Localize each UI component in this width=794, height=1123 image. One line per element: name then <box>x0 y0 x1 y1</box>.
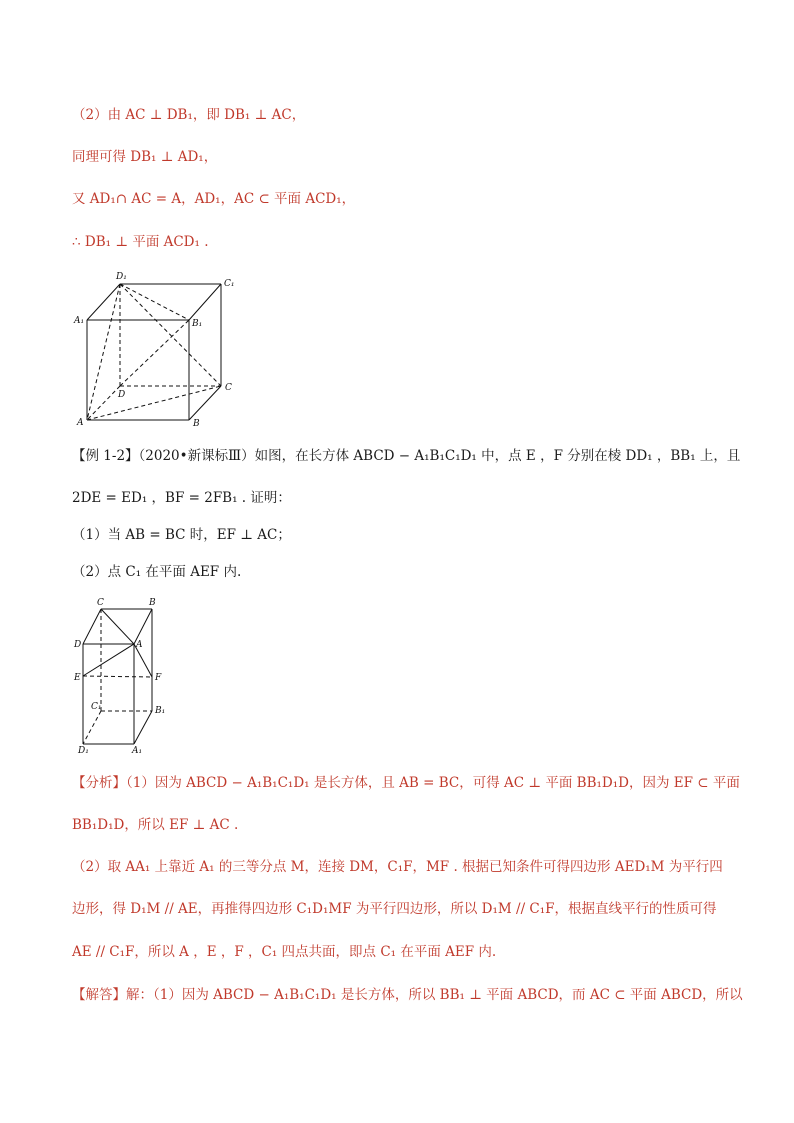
proof-line-2: 同理可得 DB₁ ⊥ AD₁， <box>72 149 218 165</box>
label-C1: C₁ <box>91 702 102 712</box>
example-line-3: （1）当 AB = BC 时，EF ⊥ AC； <box>72 527 291 543</box>
label-F: F <box>155 673 162 683</box>
analysis-line-2: BB₁D₁D，所以 EF ⊥ AC . <box>72 817 239 833</box>
label-A: A <box>136 640 143 650</box>
example-line-4: （2）点 C₁ 在平面 AEF 内. <box>72 564 242 580</box>
label-D1: D₁ <box>116 272 127 282</box>
example-line-2: 2DE = ED₁ ，BF = 2FB₁ . 证明： <box>72 490 291 506</box>
label-A1: A₁ <box>74 316 85 326</box>
label-B1: B₁ <box>192 319 203 329</box>
analysis-line-4: 边形，得 D₁M // AE，再推得四边形 C₁D₁MF 为平行四边形，所以 D₁M // C₁F，根据直线平行的性质可得 <box>72 901 717 917</box>
label-C: C <box>97 598 104 608</box>
cube-figure <box>72 266 242 430</box>
label-E: E <box>74 673 81 683</box>
answer-line-1: 【解答】解：（1）因为 ABCD − A₁B₁C₁D₁ 是长方体，所以 BB₁ ⊥ 平面 ABCD，而 AC ⊂ 平面 ABCD，所以 <box>72 987 743 1003</box>
analysis-line-1 <box>72 774 740 792</box>
label-B1: B₁ <box>155 706 166 716</box>
label-B: B <box>193 419 200 429</box>
label-C1: C₁ <box>224 279 235 289</box>
label-A1: A₁ <box>132 746 143 756</box>
label-A: A <box>77 418 84 428</box>
example-line-1: 【例 1-2】（2020•新课标Ⅲ）如图，在长方体 ABCD − A₁B₁C₁D₁ 中，点 E ，F 分别在棱 DD₁ ，BB₁ 上，且 <box>72 448 741 464</box>
label-D: D <box>74 640 82 650</box>
analysis-line-3: （2）取 AA₁ 上靠近 A₁ 的三等分点 M，连接 DM，C₁F，MF . 根据已知条件可得四边形 AED₁M 为平行四 <box>72 859 723 875</box>
analysis-line-5: AE // C₁F，所以 A ，E ，F ，C₁ 四点共面，即点 C₁ 在平面 AEF 内. <box>72 944 497 960</box>
analysis-text-1: 【分析】（1）因为 ABCD − A₁B₁C₁D₁ 是长方体，且 AB = BC，可得 AC ⊥ 平面 BB₁D₁D，因为 EF ⊂ 平面 <box>72 775 740 791</box>
box-figure <box>72 596 182 758</box>
label-B: B <box>149 598 156 608</box>
label-D1: D₁ <box>78 746 89 756</box>
proof-line-4: ∴ DB₁ ⊥ 平面 ACD₁ . <box>72 234 209 250</box>
proof-line-1: （2）由 AC ⊥ DB₁，即 DB₁ ⊥ AC， <box>72 107 306 123</box>
label-C: C <box>225 383 232 393</box>
proof-line-3: 又 AD₁∩ AC = A，AD₁，AC ⊂ 平面 ACD₁， <box>72 191 356 207</box>
label-D: D <box>118 390 126 400</box>
